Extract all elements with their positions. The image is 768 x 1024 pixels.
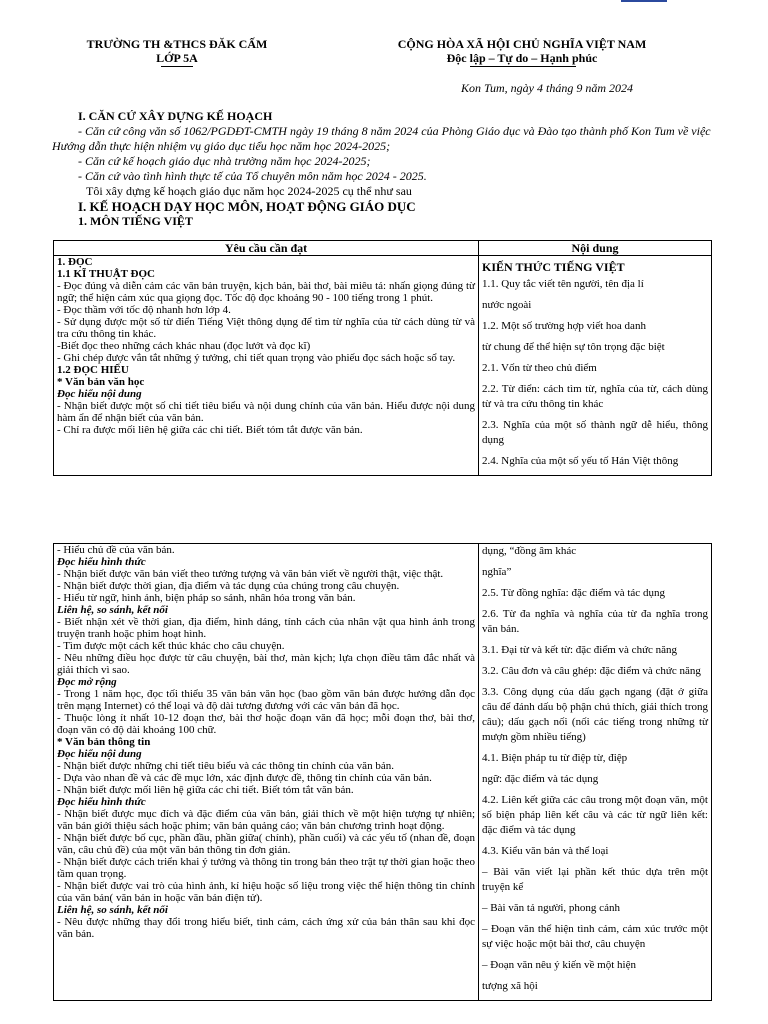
content-item: 2.5. Từ đồng nghĩa: đặc điểm và tác dụng xyxy=(482,587,665,599)
requirement-line: - Nhận biết được một số chi tiết tiêu biểu và nội dung chính của văn bản. Hiểu được nội dung hàm ẩn để nhận biết của văn bản. xyxy=(57,400,475,424)
plan-statement: Tôi xây dựng kế hoạch giáo dục năm học 2024-2025 cụ thể như sau xyxy=(86,184,412,198)
requirement-heading: * Văn bản văn học xyxy=(57,376,145,388)
school-name: TRƯỜNG TH &THCS ĐĂK CẤM xyxy=(86,37,268,51)
content-item: dụng, “đồng âm khác xyxy=(482,545,577,557)
requirement-heading: Đọc hiểu hình thức xyxy=(57,796,146,808)
requirement-heading: Đọc hiểu nội dung xyxy=(57,748,142,760)
content-item: từ chung để thể hiện sự tôn trọng đặc biệt xyxy=(482,341,665,353)
requirement-heading: Liên hệ, so sánh, kết nối xyxy=(57,904,168,916)
school-header xyxy=(62,37,292,65)
content-item: – Đoạn văn nêu ý kiến về một hiện xyxy=(482,959,636,971)
requirement-line: - Chỉ ra được mối liên hệ giữa các chi tiết. Biết tóm tắt được văn bản. xyxy=(57,424,363,436)
content-item: – Đoạn văn thể hiện tình cảm, cảm xúc trước một sự việc hoặc một bài thơ, câu chuyện xyxy=(482,923,708,950)
requirement-line: - Nhận biết được bố cục, phần đầu, phần giữa( chính), phần cuối) và các yếu tố (nhan đề, đoạn văn, câu chủ đề) của một văn bản thông tin đơn giản. xyxy=(57,832,475,856)
top-edge-mark xyxy=(621,0,667,2)
basis-item: - Căn cứ vào tình hình thực tế của Tổ chuyên môn năm học 2024 - 2025. xyxy=(78,169,427,183)
requirement-line: - Hiểu từ ngữ, hình ảnh, biện pháp so sánh, nhân hóa trong văn bản. xyxy=(57,592,356,604)
class-underline xyxy=(161,66,193,67)
content-item: 4.3. Kiểu văn bản và thể loại xyxy=(482,845,609,857)
content-cell xyxy=(479,256,712,476)
content-item: 2.3. Nghĩa của một số thành ngữ dễ hiểu, thông dụng xyxy=(482,419,708,446)
requirement-line: - Ghi chép được vắn tắt những ý tưởng, chi tiết quan trọng vào phiếu đọc sách hoặc sổ tay. xyxy=(57,352,456,364)
country-name: CỘNG HÒA XÃ HỘI CHỦ NGHĨA VIỆT NAM xyxy=(397,37,647,51)
section-heading-plan: I. KẾ HOẠCH DẠY HỌC MÔN, HOẠT ĐỘNG GIÁO DỤC xyxy=(78,199,416,214)
requirements-cell xyxy=(54,256,479,476)
motto-underline xyxy=(470,66,576,67)
content-item: 1.2. Một số trường hợp viết hoa danh xyxy=(482,320,646,332)
content-item: 2.2. Từ điển: cách tìm từ, nghĩa của từ, cách dùng từ và tra cứu thông tin khác xyxy=(482,383,708,410)
content-item: 2.1. Vốn từ theo chủ điểm xyxy=(482,362,597,374)
requirement-line: - Dựa vào nhan đề và các đề mục lớn, xác định được đề, thông tin chính của văn bản. xyxy=(57,772,432,784)
content-item: 3.3. Công dụng của dấu gạch ngang (đặt ở giữa câu để đánh dấu bộ phận chú thích, giải thích trong câu); dấu gạch nối (nối các tiếng trong những từ mượn gồm nhiều tiếng) xyxy=(482,686,708,743)
requirement-heading: 1. ĐỌC xyxy=(57,256,93,268)
requirement-line: - Trong 1 năm học, đọc tối thiểu 35 văn bản văn học (bao gồm văn bản được hướng dẫn đọc trên mạng Internet) có thể loại và độ dài tương đương với các văn bản đã học. xyxy=(57,688,475,712)
content-item: – Bài văn viết lại phần kết thúc dựa trên một truyện kể xyxy=(482,866,708,893)
requirement-line: - Biết nhận xét về thời gian, địa điểm, hình dáng, tính cách của nhân vật qua hình ảnh trong truyện tranh hoặc phim hoạt hình. xyxy=(57,616,475,640)
requirement-line: - Nhận biết được vai trò của hình ảnh, kí hiệu hoặc số liệu trong việc thể hiện thông tin chính của văn bản( văn bản in hoặc văn bản điện tử). xyxy=(57,880,475,904)
requirement-line: -Biết đọc theo những cách khác nhau (đọc lướt và đọc kĩ) xyxy=(57,340,311,352)
document-date: Kon Tum, ngày 4 tháng 9 năm 2024 xyxy=(461,81,634,95)
content-cell xyxy=(479,544,712,1001)
requirement-line: - Nhận biết được mối liên hệ giữa các chi tiết. Biết tóm tắt văn bản. xyxy=(57,784,354,796)
content-item: 4.2. Liên kết giữa các câu trong một đoạn văn, một số biện pháp liên kết câu và các từ ngữ liên kết: đặc điểm và tác dụng xyxy=(482,794,708,836)
requirement-line: - Đọc đúng và diễn cảm các văn bản truyện, kịch bản, bài thơ, bài miêu tả: nhấn giọng đúng từ ngữ; thể hiện cảm xúc qua giọng đọc. Tốc độ đọc khoảng 90 - 100 tiếng trong 1 phút. xyxy=(57,280,475,304)
content-item: tượng xã hội xyxy=(482,980,538,992)
content-item: 2.6. Từ đa nghĩa và nghĩa của từ đa nghĩa trong văn bản. xyxy=(482,608,708,635)
basis-item: - Căn cứ kế hoạch giáo dục nhà trường năm học 2024-2025; xyxy=(78,154,371,168)
requirement-line: - Hiểu chủ đề của văn bản. xyxy=(57,544,175,556)
content-item: – Bài văn tả người, phong cảnh xyxy=(482,902,620,914)
content-item: 1.1. Quy tắc viết tên người, tên địa lí xyxy=(482,278,644,290)
requirement-line: - Nhận biết được mục đích và đặc điểm của văn bản, giải thích về một hiện tượng tự nhiên; văn bản giới thiệu sách hoặc phim; văn bản quảng cáo; văn bản chương trình hoạt động. xyxy=(57,808,475,832)
national-header xyxy=(372,37,672,65)
requirement-line: - Nêu được những thay đổi trong hiểu biết, tình cảm, cách ứng xử của bản thân sau khi đọc văn bản. xyxy=(57,916,475,940)
content-item: 3.1. Đại từ và kết từ: đặc điểm và chức năng xyxy=(482,644,678,656)
content-item: nước ngoài xyxy=(482,299,532,311)
national-motto: Độc lập – Tự do – Hạnh phúc xyxy=(446,51,598,65)
class-name: LỚP 5A xyxy=(156,51,198,65)
section-heading-basis: I. CĂN CỨ XÂY DỰNG KẾ HOẠCH xyxy=(78,109,273,123)
requirement-line: - Nhận biết được thời gian, địa điểm và tác dụng của chúng trong câu chuyện. xyxy=(57,580,400,592)
requirement-line: - Nhận biết được cách triển khai ý tưởng và thông tin trong bản theo trật tự thời gian hoặc theo tầm quan trọng. xyxy=(57,856,475,880)
requirement-heading: Đọc mở rộng xyxy=(57,676,117,688)
plan-table-page-1 xyxy=(53,240,712,476)
requirement-line: - Thuộc lòng ít nhất 10-12 đoạn thơ, bài thơ hoặc đoạn văn đã học; mỗi đoạn thơ, bài thơ, đoạn văn có độ dài khoảng 100 chữ. xyxy=(57,712,475,736)
requirement-line: - Nhận biết được văn bản viết theo tưởng tượng và văn bản viết về người thật, việc thật. xyxy=(57,568,444,580)
basis-item: - Căn cứ công văn số 1062/PGDĐT-CMTH ngày 19 tháng 8 năm 2024 của Phòng Giáo dục và Đào tạo thành phố Kon Tum về việc Hướng dẫn thực hiện nhiệm vụ giáo dục tiểu học năm học 2024-2025; xyxy=(52,124,711,153)
content-title: KIẾN THỨC TIẾNG VIỆT xyxy=(482,260,625,274)
intro-section xyxy=(52,109,712,229)
requirement-line: - Sử dụng được một số từ điển Tiếng Việt thông dụng để tìm từ nghĩa của từ cách dùng từ và tra cứu thông tin khác. xyxy=(57,316,475,340)
requirement-line: - Nhận biết được những chi tiết tiêu biểu và các thông tin chính của văn bản. xyxy=(57,760,394,772)
content-item: 4.1. Biện pháp tu từ điệp từ, điệp xyxy=(482,752,628,764)
requirement-heading: 1.1 KĨ THUẬT ĐỌC xyxy=(57,268,156,280)
requirement-line: - Tìm được một cách kết thúc khác cho câu chuyện. xyxy=(57,640,285,652)
content-item: 3.2. Câu đơn và câu ghép: đặc điểm và chức năng xyxy=(482,665,701,677)
column-header-content: Nội dung xyxy=(479,241,712,256)
column-header-requirements: Yêu cầu cần đạt xyxy=(54,241,479,256)
content-item: ngữ: đặc điểm và tác dụng xyxy=(482,773,599,785)
requirement-heading: Liên hệ, so sánh, kết nối xyxy=(57,604,168,616)
requirement-heading: * Văn bản thông tin xyxy=(57,736,151,748)
requirement-line: - Đọc thầm với tốc độ nhanh hơn lớp 4. xyxy=(57,304,231,316)
requirement-heading: 1.2 ĐỌC HIỂU xyxy=(57,364,129,376)
requirement-line: - Nêu những điều học được từ câu chuyện, bài thơ, màn kịch; lựa chọn điều tâm đắc nhất và giải thích vì sao. xyxy=(57,652,475,676)
subject-heading: 1. MÔN TIẾNG VIỆT xyxy=(78,214,193,228)
plan-table-page-2 xyxy=(53,543,712,1001)
content-item: nghĩa” xyxy=(482,566,512,578)
content-item: 2.4. Nghĩa của một số yếu tố Hán Việt thông xyxy=(482,455,679,467)
requirement-heading: Đọc hiểu nội dung xyxy=(57,388,142,400)
requirements-cell xyxy=(54,544,479,1001)
requirement-heading: Đọc hiểu hình thức xyxy=(57,556,146,568)
